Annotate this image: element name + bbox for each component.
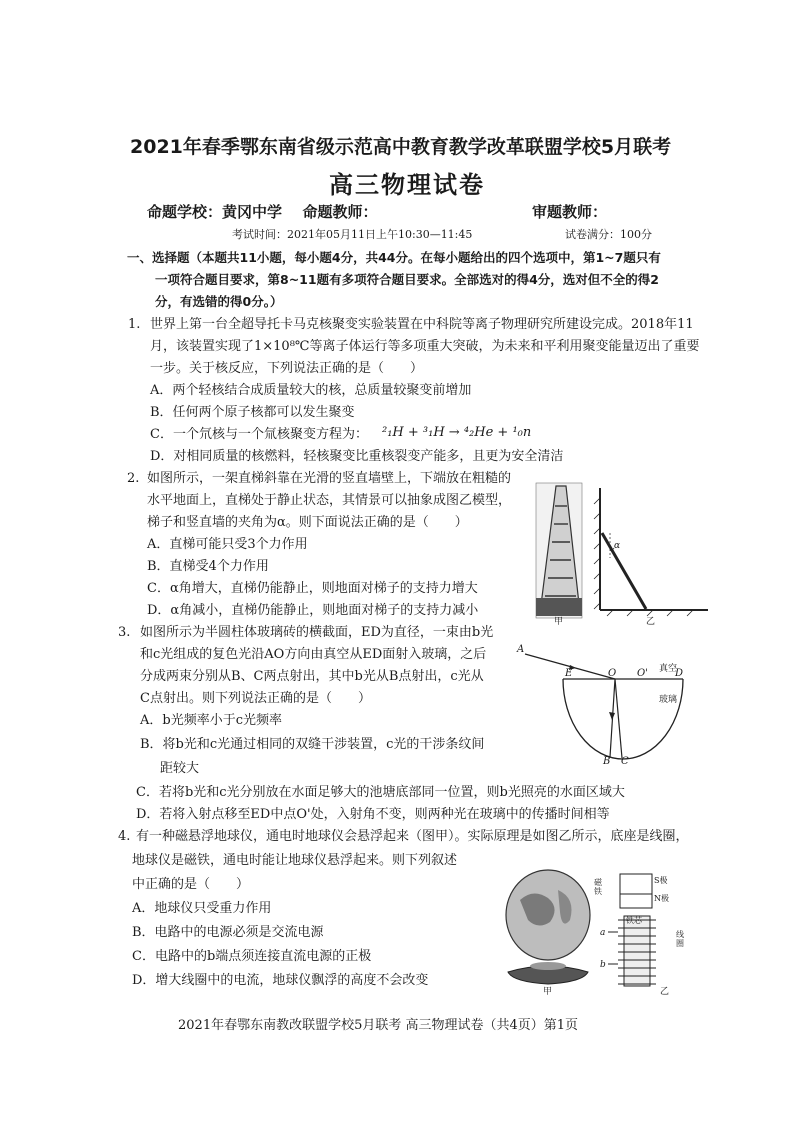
- question-number: 3.: [118, 625, 131, 640]
- core-label: 铁芯: [626, 916, 642, 925]
- answer-option: C．电路中的b端点须连接直流电源的正极: [132, 949, 372, 964]
- page-footer: 2021年春鄂东南教改联盟学校5月联考 高三物理试卷（共4页）第1页: [178, 1018, 579, 1033]
- vacuum-label: 真空: [659, 664, 678, 674]
- question-number: 1.: [128, 317, 141, 332]
- question-stem-line: 中正确的是（ ）: [132, 877, 250, 892]
- answer-option: D．对相同质量的核燃料，轻核聚变比重核裂变产能多，且更为安全清洁: [150, 449, 564, 464]
- fusion-equation: ²₁H + ³₁H → ⁴₂He + ¹₀n: [382, 425, 532, 440]
- glass-label: 玻璃: [659, 695, 678, 705]
- magnet-label: 磁铁: [594, 878, 602, 896]
- ladder-photo: [536, 483, 582, 618]
- figure-label-yi: 乙: [660, 987, 670, 997]
- question-stem-line: 如图所示，一架直梯斜靠在光滑的竖直墙壁上，下端放在粗糙的: [147, 471, 512, 486]
- answer-option: C．α角增大，直梯仍能静止，则地面对梯子的支持力增大: [147, 581, 478, 596]
- question-stem-line: 梯子和竖直墙的夹角为α。则下面说法正确的是（ ）: [147, 515, 468, 530]
- paper-title: 高三物理试卷: [329, 171, 485, 199]
- maglev-globe-figure: [488, 860, 718, 1000]
- question-stem-line: 地球仪是磁铁，通电时能让地球仪悬浮起来。则下列叙述: [132, 853, 458, 868]
- answer-option-continued: 距较大: [160, 761, 200, 776]
- section-instructions-2: 一项符合题目要求，第8~11题有多项符合题目要求。全部选对的得4分，选对但不全的得2: [155, 272, 659, 287]
- question-stem-line: 如图所示为半圆柱体玻璃砖的横截面，ED为直径，一束由b光: [140, 625, 494, 640]
- answer-option: D．增大线圈中的电流，地球仪飘浮的高度不会改变: [132, 973, 429, 988]
- answer-option: A．两个轻核结合成质量较大的核，总质量较聚变前增加: [150, 383, 472, 398]
- point-b-label: B: [603, 756, 611, 767]
- section-instructions-3: 分，有选错的得0分。）: [155, 294, 283, 309]
- full-score: 试卷满分：100分: [565, 228, 652, 241]
- question-stem-line: 一步。关于核反应，下列说法正确的是（ ）: [150, 361, 424, 376]
- figure-label-jia: 甲: [543, 987, 553, 997]
- author-school: 命题学校：黄冈中学: [147, 203, 283, 221]
- answer-option: A．b光频率小于c光频率: [140, 713, 282, 728]
- point-o-prime-label: O': [637, 668, 648, 679]
- ladder-model-diagram: [594, 488, 708, 616]
- question-stem-line: 世界上第一台全超导托卡马克核聚变实验装置在中科院等离子物理研究所建设完成。2018年11: [150, 317, 694, 332]
- figure-label-jia: 甲: [554, 617, 564, 627]
- author-line: [147, 201, 667, 222]
- answer-option: A．直梯可能只受3个力作用: [147, 537, 308, 552]
- answer-option: C．若将b光和c光分别放在水面足够大的池塘底部同一位置，则b光照亮的水面区域大: [136, 785, 625, 800]
- question-stem-line: 分成两束分别从B、C两点射出，其中b光从B点射出，c光从: [140, 669, 484, 684]
- ladder-figure: [518, 478, 718, 628]
- terminal-b-label: b: [600, 960, 606, 970]
- exam-title: 2021年春季鄂东南省级示范高中教育教学改革联盟学校5月联考: [130, 136, 672, 158]
- point-c-label: C: [621, 756, 629, 767]
- terminal-a-label: a: [600, 928, 606, 938]
- point-o-label: O: [608, 668, 617, 679]
- question-stem-line: 水平地面上，直梯处于静止状态，其情景可以抽象成图乙模型，: [147, 493, 512, 508]
- question-stem-line: 月，该装置实现了1×10⁸℃等离子体运行等多项重大突破，为未来和平利用聚变能量迈出了重要: [150, 339, 700, 354]
- answer-option: D．α角减小，直梯仍能静止，则地面对梯子的支持力减小: [147, 603, 479, 618]
- coil-diagram: [608, 874, 656, 986]
- angle-label: α: [614, 541, 621, 551]
- answer-option: B．将b光和c光通过相同的双缝干涉装置，c光的干涉条纹间: [140, 737, 485, 752]
- answer-option: A．地球仪只受重力作用: [132, 901, 272, 916]
- point-d-label: D: [675, 668, 684, 679]
- answer-option: B．电路中的电源必须是交流电源: [132, 925, 324, 940]
- exam-time: 考试时间：2021年05月11日上午10:30—11:45: [232, 228, 473, 241]
- question-stem-line: C点射出。则下列说法正确的是（ ）: [140, 691, 371, 706]
- globe-photo: [506, 870, 590, 984]
- answer-option: B．直梯受4个力作用: [147, 559, 269, 574]
- section-instructions-1: 一、选择题（本题共11小题，每小题4分，共44分。在每小题给出的四个选项中，第1~7题只有: [127, 250, 661, 265]
- answer-option: C．一个氘核与一个氚核聚变方程为：: [150, 427, 368, 442]
- point-e-label: E: [565, 668, 573, 679]
- answer-option: B．任何两个原子核都可以发生聚变: [150, 405, 355, 420]
- reviewer: 审题教师：: [532, 203, 608, 221]
- glass-brick-figure: [515, 642, 715, 772]
- question-number: 4.: [118, 829, 131, 844]
- figure-label-yi: 乙: [646, 617, 656, 627]
- point-a-label: A: [517, 644, 525, 655]
- s-pole-label: S极: [654, 876, 668, 885]
- answer-option: D．若将入射点移至ED中点O'处，入射角不变，则两种光在玻璃中的传播时间相等: [136, 807, 610, 822]
- n-pole-label: N极: [654, 894, 669, 903]
- question-stem-line: 和c光组成的复色光沿AO方向由真空从ED面射入玻璃，之后: [140, 647, 487, 662]
- question-number: 2.: [127, 471, 140, 486]
- coil-label: 线圈: [676, 930, 684, 948]
- author-teacher: 命题教师：: [302, 203, 378, 221]
- question-stem-line: 有一种磁悬浮地球仪，通电时地球仪会悬浮起来（图甲）。实际原理是如图乙所示，底座是线圈，: [136, 829, 689, 844]
